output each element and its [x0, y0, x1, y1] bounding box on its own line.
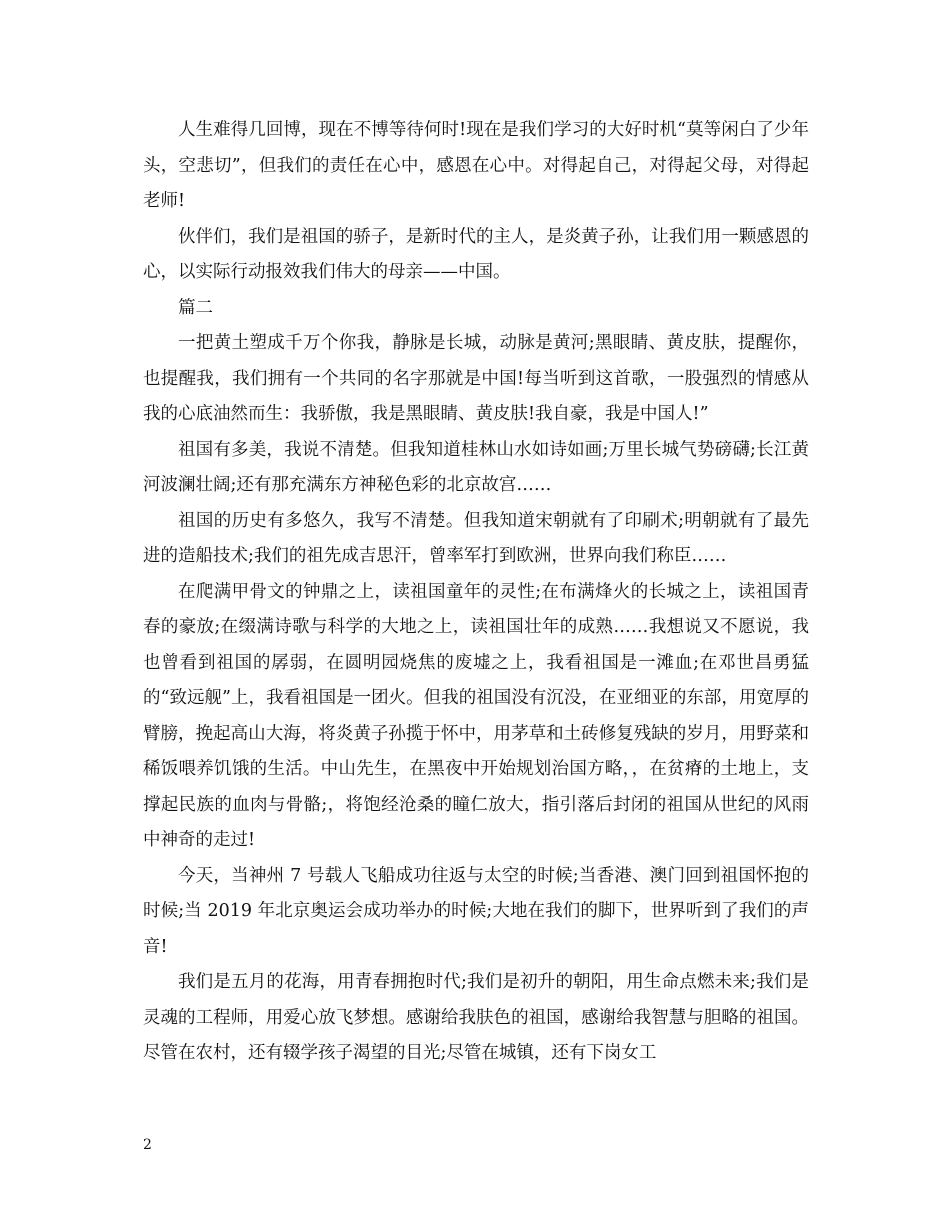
paragraph-1: 人生难得几回博，现在不博等待何时!现在是我们学习的大好时机“莫等闲白了少年头，空悲切”，但我们的责任在心中，感恩在心中。对得起自己，对得起父母，对得起老师! — [143, 120, 809, 211]
paragraph-6: 在爬满甲骨文的钟鼎之上，读祖国童年的灵性;在布满烽火的长城之上，读祖国青春的豪放;在缀满诗歌与科学的大地之上，读祖国壮年的成熟……我想说又不愿说，我也曾看到祖国的孱弱，在圆明园烧焦的废墟之上，我看祖国是一滩血;在邓世昌勇猛的“致远舰”上，我看祖国是一团火。但我的祖国没有沉没，在亚细亚的东部，用宽厚的臂膀，挽起高山大海，将炎黄子孙揽于怀中，用茅草和土砖修复残缺的岁月，用野菜和稀饭喂养饥饿的生活。中山先生，在黑夜中开始规划治国方略，，在贫瘠的土地上，支撑起民族的血肉与骨骼;，将饱经沧桑的瞳仁放大，指引落后封闭的祖国从世纪的风雨中神奇的走过! — [143, 581, 809, 850]
page-number: 2 — [143, 1137, 152, 1153]
body-text — [143, 113, 809, 1072]
paragraph-3: 一把黄土塑成千万个你我，静脉是长城，动脉是黄河;黑眼睛、黄皮肤，提醒你，也提醒我，我们拥有一个共同的名字那就是中国!每当听到这首歌，一股强烈的情感从我的心底油然而生：我骄傲，我是黑眼睛、黄皮肤!我自豪，我是中国人!” — [143, 333, 809, 424]
paragraph-8: 我们是五月的花海，用青春拥抱时代;我们是初升的朝阳，用生命点燃未来;我们是灵魂的工程师，用爱心放飞梦想。感谢给我肤色的祖国，感谢给我智慧与胆略的祖国。尽管在农村，还有辍学孩子渴望的目光;尽管在城镇，还有下岗女工 — [143, 972, 809, 1063]
paragraph-4: 祖国有多美，我说不清楚。但我知道桂林山水如诗如画;万里长城气势磅礴;长江黄河波澜壮阔;还有那充满东方神秘色彩的北京故宫…… — [143, 439, 809, 495]
paragraph-7: 今天，当神州 7 号载人飞船成功往返与太空的时候;当香港、澳门回到祖国怀抱的时候;当 2019 年北京奥运会成功举办的时候;大地在我们的脚下，世界听到了我们的声音! — [143, 865, 809, 957]
section-heading: 篇二 — [178, 297, 213, 318]
paragraph-2: 伙伴们，我们是祖国的骄子，是新时代的主人，是炎黄子孙，让我们用一颗感恩的心，以实际行动报效我们伟大的母亲——中国。 — [143, 226, 809, 282]
paragraph-5: 祖国的历史有多悠久，我写不清楚。但我知道宋朝就有了印刷术;明朝就有了最先进的造船技术;我们的祖先成吉思汗，曾率军打到欧洲，世界向我们称臣…… — [143, 510, 809, 566]
